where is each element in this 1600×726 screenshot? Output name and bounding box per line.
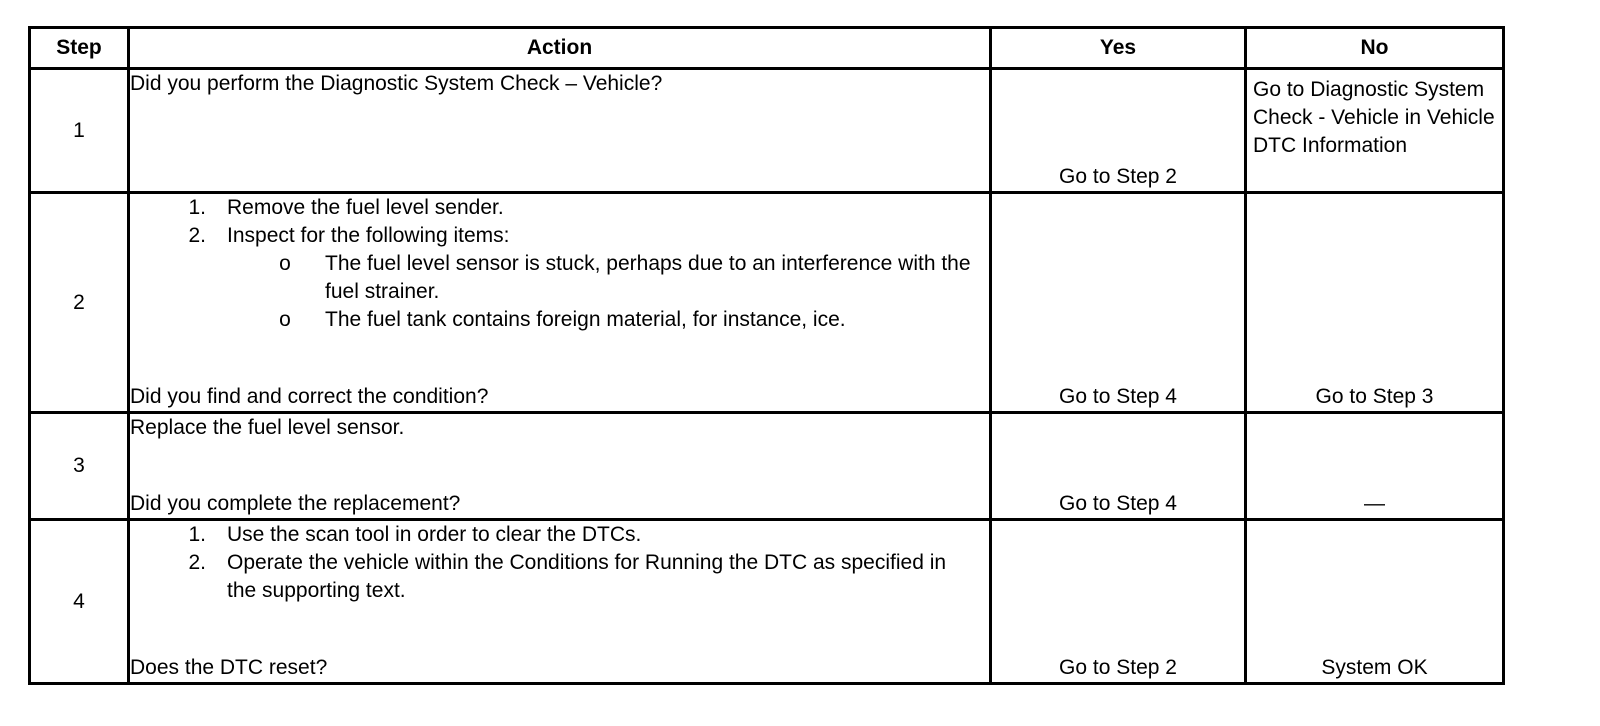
list-item: 1. Use the scan tool in order to clear the DTCs. — [188, 523, 642, 546]
action-text: Did you perform the Diagnostic System Check – Vehicle? — [130, 72, 663, 95]
no-cell: — — [1246, 413, 1504, 520]
action-question: Did you find and correct the condition? — [130, 385, 489, 408]
no-cell: Go to Step 3 — [1246, 193, 1504, 413]
yes-cell: Go to Step 4 — [991, 413, 1246, 520]
header-no: No — [1246, 28, 1504, 69]
table-row — [30, 413, 1504, 520]
action-text: Replace the fuel level sensor. — [130, 416, 405, 439]
numbered-list — [130, 194, 989, 334]
list-item: 2. Inspect for the following items: o The fuel level sensor is stuck, perhaps due to an interference with the fuel strainer. o The fuel tank contains foreign material, for instance, ice. — [130, 222, 989, 334]
action-cell — [129, 193, 991, 413]
numbered-list — [130, 521, 989, 605]
yes-cell: Go to Step 2 — [991, 520, 1246, 684]
header-yes: Yes — [991, 28, 1246, 69]
action-question: Did you complete the replacement? — [130, 492, 461, 515]
header-row — [30, 28, 1504, 69]
list-item: 2. Operate the vehicle within the Conditions for Running the DTC as specified in the supporting text. — [188, 551, 947, 602]
diagnostic-table — [28, 26, 1505, 685]
step-number: 2 — [30, 193, 129, 413]
header-action: Action — [129, 28, 991, 69]
header-step: Step — [30, 28, 129, 69]
yes-cell: Go to Step 2 — [991, 69, 1246, 193]
bullet-item: o The fuel tank contains foreign material, for instance, ice. — [279, 308, 846, 331]
step-number: 3 — [30, 413, 129, 520]
table-row — [30, 193, 1504, 413]
action-cell — [129, 413, 991, 520]
action-question: Does the DTC reset? — [130, 656, 328, 679]
no-cell: System OK — [1246, 520, 1504, 684]
no-cell: Go to Diagnostic System Check - Vehicle in Vehicle DTC Information — [1246, 69, 1504, 193]
action-cell — [129, 520, 991, 684]
yes-cell: Go to Step 4 — [991, 193, 1246, 413]
action-cell — [129, 69, 991, 193]
bullet-item: o The fuel level sensor is stuck, perhaps due to an interference with the fuel strainer. — [279, 252, 971, 303]
bullet-list — [130, 250, 989, 334]
step-number: 1 — [30, 69, 129, 193]
list-item: 1. Remove the fuel level sender. — [188, 196, 504, 219]
step-number: 4 — [30, 520, 129, 684]
table-row — [30, 520, 1504, 684]
table-row — [30, 69, 1504, 193]
